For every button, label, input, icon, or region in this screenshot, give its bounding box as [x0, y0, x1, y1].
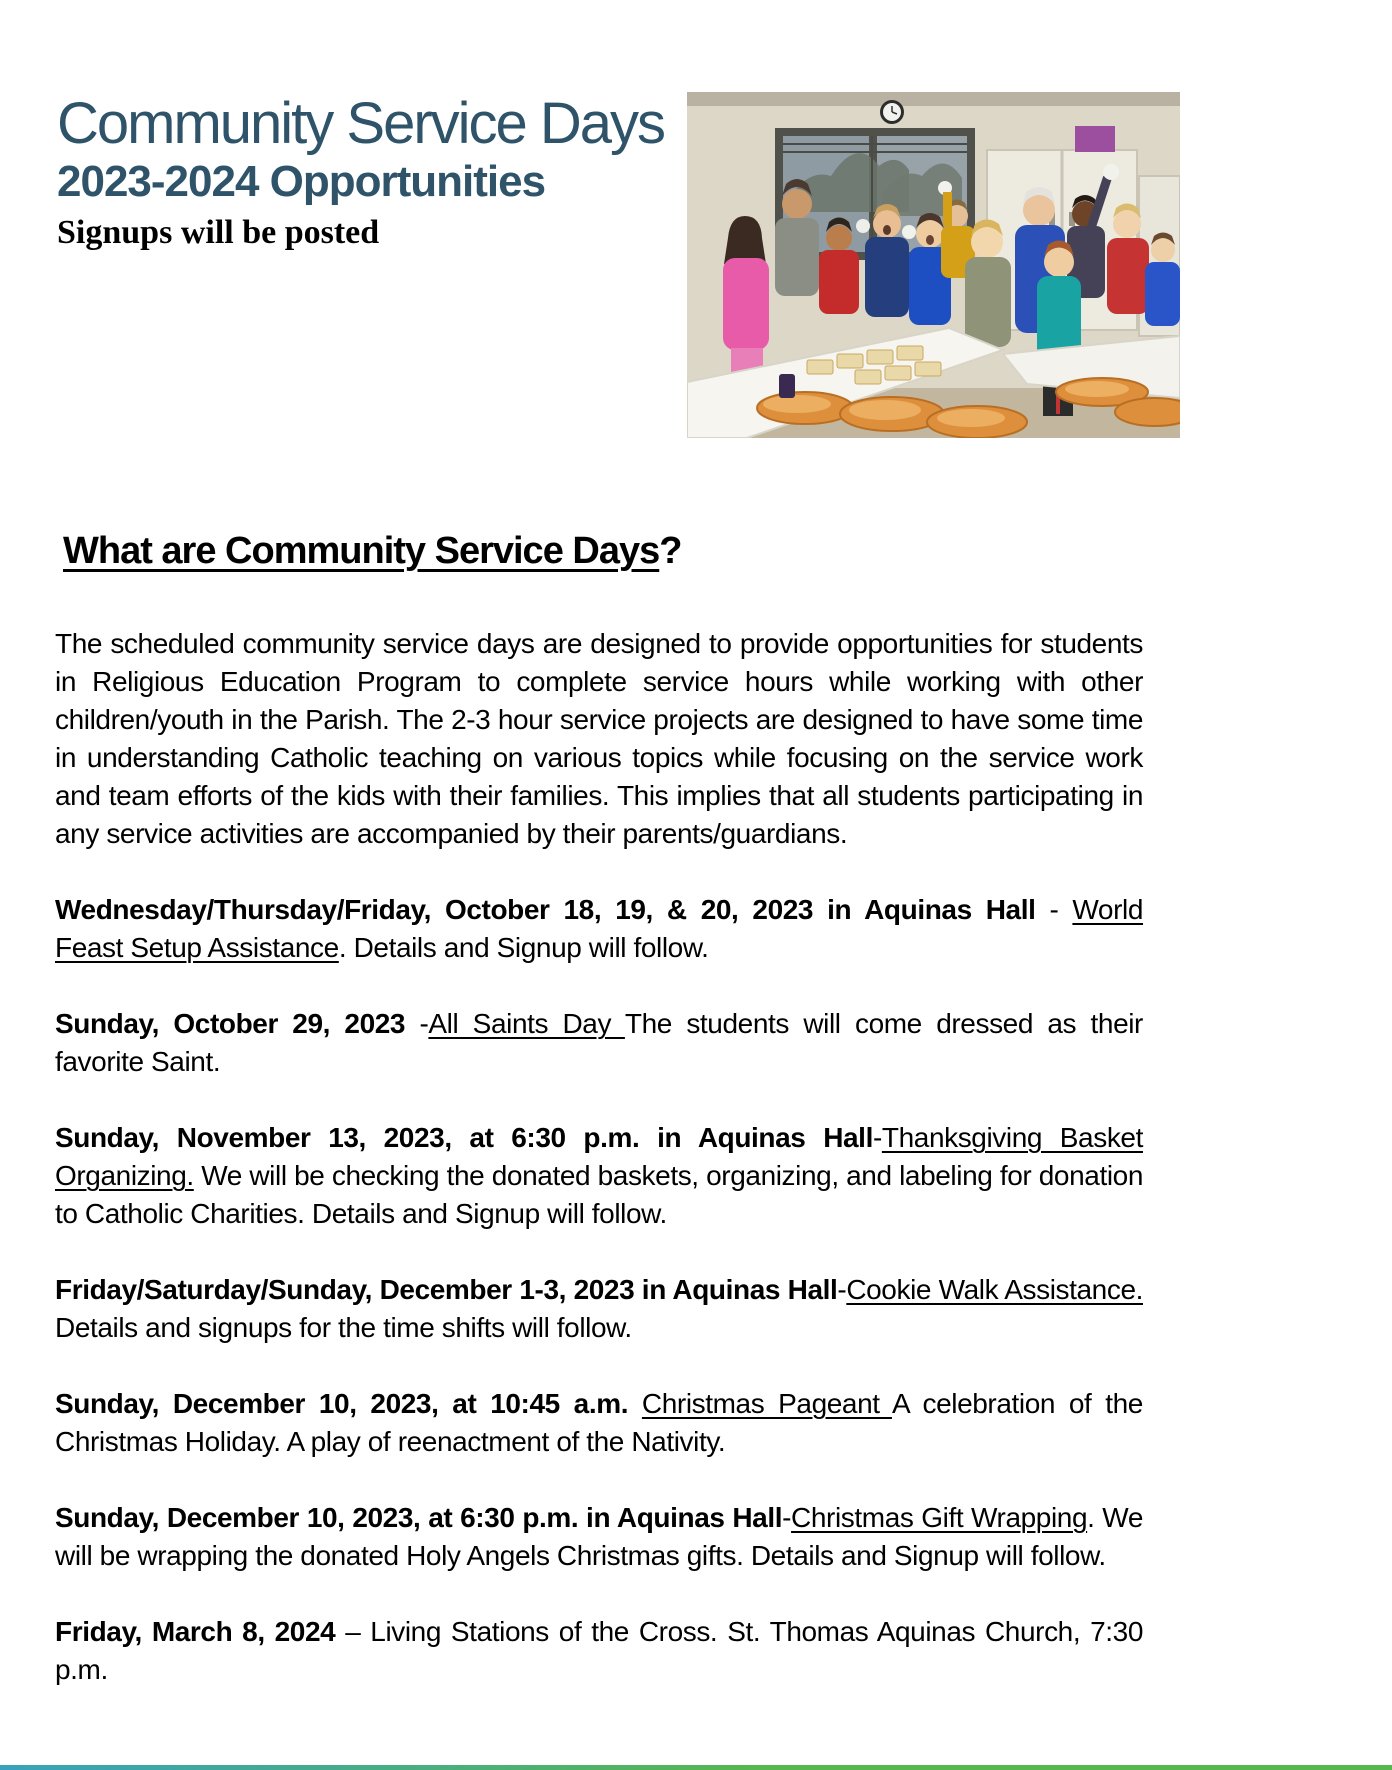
event-description: The students will come dressed as their favorite Saint.	[55, 1008, 1143, 1077]
intro-paragraph: The scheduled community service days are designed to provide opportunities for students in Religious Education Program to complete service hours while working with other children/youth in the Parish. The 2-3 hour service projects are designed to have some time in understanding Catholic teaching on various topics while focusing on the service work and team efforts of the kids with their families. This implies that all students participating in any service activities are accompanied by their parents/guardians.	[55, 628, 1143, 849]
event-description: . Details and Signup will follow.	[338, 932, 709, 963]
event-description: Living Stations of the Cross. St. Thomas Aquinas Church, 7:30 p.m.	[55, 1616, 1144, 1685]
event-christmas-pageant	[55, 1385, 1143, 1461]
event-description: We will be checking the donated baskets, organizing, and labeling for donation to Catholic Charities. Details and Signup will follow.	[55, 1160, 1143, 1229]
event-title-underlined: Thanksgiving Basket Organizing.	[55, 1122, 1143, 1191]
signup-note: Signups will be posted	[57, 214, 380, 252]
footer-accent-bar	[0, 1765, 1392, 1770]
event-gift-wrapping	[55, 1499, 1143, 1575]
event-description: . We will be wrapping the donated Holy Angels Christmas gifts. Details and Signup will follow.	[55, 1502, 1144, 1571]
event-separator: -	[837, 1274, 847, 1305]
event-cookie-walk	[55, 1271, 1143, 1347]
event-date: Wednesday/Thursday/Friday, October 18, 19, & 20, 2023 in Aquinas Hall	[55, 894, 1036, 925]
community-service-photo	[687, 92, 1180, 438]
event-date: Sunday, December 10, 2023, at 6:30 p.m. in Aquinas Hall	[55, 1502, 783, 1533]
photo-illustration	[687, 92, 1180, 438]
page-subtitle: 2023-2024 Opportunities	[57, 156, 546, 206]
header-block	[57, 92, 697, 252]
event-title-underlined: Christmas Pageant	[641, 1388, 892, 1419]
event-separator: -	[1035, 894, 1073, 925]
event-title-underlined: Christmas Gift Wrapping	[791, 1502, 1088, 1533]
event-date: Sunday, December 10, 2023, at 10:45 a.m.	[55, 1388, 629, 1419]
event-separator: -	[782, 1502, 792, 1533]
section-heading-underlined-text: What are Community Service Days	[63, 530, 660, 572]
event-title-underlined: World Feast Setup Assistance	[55, 894, 1144, 963]
event-description: Details and signups for the time shifts will follow.	[55, 1312, 632, 1343]
event-separator	[628, 1388, 642, 1419]
event-thanksgiving-baskets	[55, 1119, 1143, 1233]
event-world-feast	[55, 891, 1143, 967]
page-title: Community Service Days	[57, 91, 665, 156]
section-heading	[55, 530, 1143, 573]
event-date: Friday, March 8, 2024	[55, 1616, 336, 1647]
event-separator: -	[405, 1008, 429, 1039]
event-date: Sunday, October 29, 2023	[55, 1008, 406, 1039]
event-all-saints-day	[55, 1005, 1143, 1081]
event-date: Friday/Saturday/Sunday, December 1-3, 2023 in Aquinas Hall	[55, 1274, 838, 1305]
section-heading-suffix: ?	[659, 530, 682, 572]
event-living-stations	[55, 1613, 1143, 1689]
event-date: Sunday, November 13, 2023, at 6:30 p.m. in Aquinas Hall	[55, 1122, 873, 1153]
event-title-underlined: All Saints Day	[428, 1008, 625, 1039]
event-separator: –	[335, 1616, 371, 1647]
event-separator: -	[872, 1122, 882, 1153]
event-description: A celebration of the Christmas Holiday. A play of reenactment of the Nativity.	[55, 1388, 1143, 1457]
event-title-underlined: Cookie Walk Assistance.	[846, 1274, 1143, 1305]
document-body	[55, 530, 1143, 1727]
